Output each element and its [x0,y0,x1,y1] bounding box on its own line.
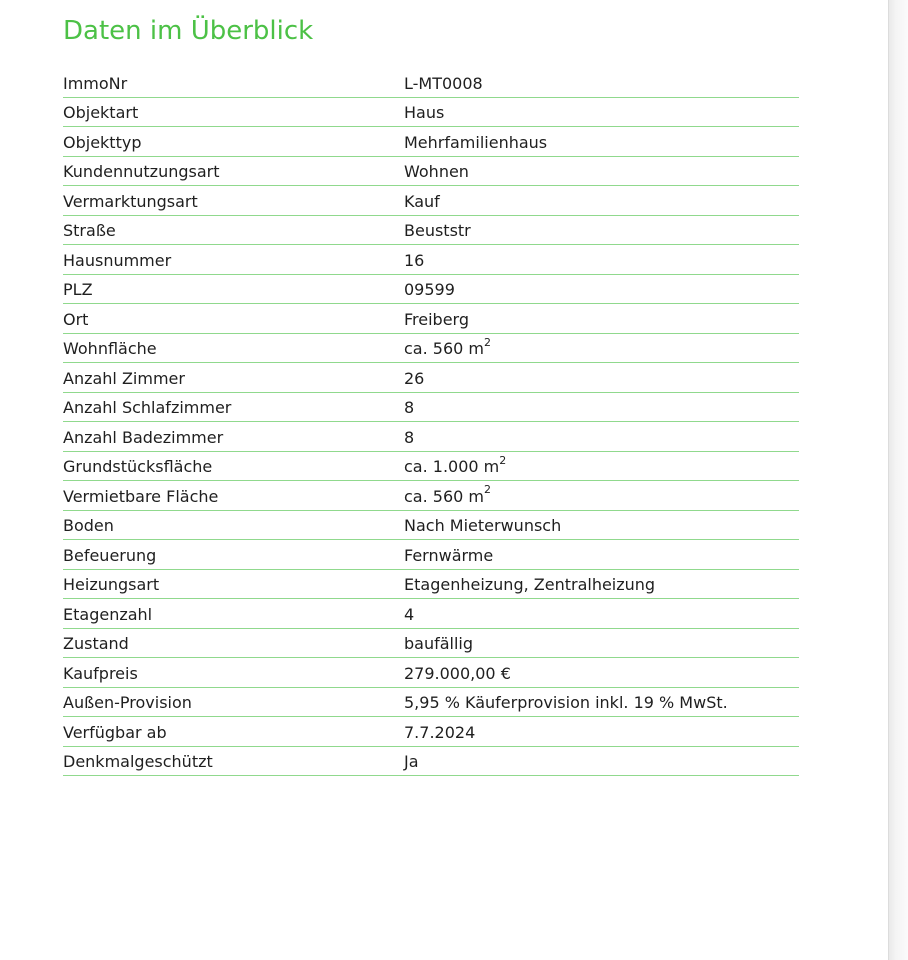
table-row [63,245,799,275]
row-value: baufällig [404,634,474,653]
table-row [63,275,799,305]
row-label: Vermarktungsart [63,191,198,211]
row-value [404,483,799,510]
row-label: Wohnfläche [63,339,157,358]
row-label: Etagenzahl [63,604,153,624]
row-label: Hausnummer [63,250,172,270]
row-label: Anzahl Zimmer [63,368,185,388]
table-row [63,216,799,246]
row-label: Objekttyp [63,132,142,152]
value-text: ca. 1.000 m [404,457,500,476]
page-title: Daten im Überblick [63,16,314,46]
table-row [63,658,799,688]
table-row [63,127,799,157]
row-label: Vermietbare Fläche [63,486,219,506]
row-value [404,453,799,480]
table-row [63,717,799,747]
superscript: 2 [483,483,491,497]
row-value: Ja [404,752,419,771]
row-value: 279.000,00 € [404,663,511,683]
table-row [63,334,799,364]
row-value: 4 [404,604,415,624]
table-row [63,452,799,482]
row-label: Kundennutzungsart [63,162,220,181]
table-row [63,363,799,393]
row-label: Denkmalgeschützt [63,752,213,771]
row-label: Befeuerung [63,545,157,565]
row-label: Außen-Provision [63,693,192,712]
table-row [63,629,799,659]
row-value: Haus [404,103,445,122]
value-text: ca. 560 m [404,339,484,358]
table-row [63,304,799,334]
row-value: 09599 [404,280,455,299]
row-label: Anzahl Badezimmer [63,427,224,447]
row-value [404,335,799,362]
row-label: Heizungsart [63,575,160,594]
row-value: L-MT0008 [404,73,483,93]
row-label: ImmoNr [63,73,128,93]
row-label: Ort [63,309,89,329]
row-label: Zustand [63,634,129,653]
page-edge-shadow [888,0,908,960]
table-row [63,186,799,216]
table-row [63,481,799,511]
row-value: 8 [404,427,415,447]
row-label: Grundstücksfläche [63,457,213,476]
row-label: Kaufpreis [63,663,138,683]
superscript: 2 [499,453,507,467]
row-value: Fernwärme [404,545,494,565]
table-row [63,157,799,187]
row-value: 7.7.2024 [404,722,476,742]
row-label: Anzahl Schlafzimmer [63,398,232,417]
row-label: PLZ [63,280,93,299]
property-data-table [63,68,799,776]
row-value: 26 [404,368,425,388]
table-row [63,422,799,452]
row-value: Nach Mieterwunsch [404,516,562,535]
row-label: Verfügbar ab [63,722,167,742]
table-row [63,747,799,777]
table-row [63,599,799,629]
row-label: Objektart [63,103,139,122]
row-value: Etagenheizung, Zentralheizung [404,575,656,594]
row-value: 8 [404,398,415,417]
superscript: 2 [483,335,491,349]
row-value: Kauf [404,191,440,211]
row-value: Wohnen [404,162,469,181]
row-value: Mehrfamilienhaus [404,132,548,152]
row-value: 5,95 % Käuferprovision inkl. 19 % MwSt. [404,693,728,712]
row-value: 16 [404,250,425,270]
table-row [63,68,799,98]
table-row [63,570,799,600]
table-row [63,688,799,718]
row-value: Freiberg [404,309,470,329]
table-row [63,393,799,423]
row-label: Boden [63,516,114,535]
table-row [63,540,799,570]
row-label: Straße [63,221,116,240]
table-row [63,98,799,128]
row-value: Beuststr [404,221,471,240]
value-text: ca. 560 m [404,486,484,506]
table-row [63,511,799,541]
